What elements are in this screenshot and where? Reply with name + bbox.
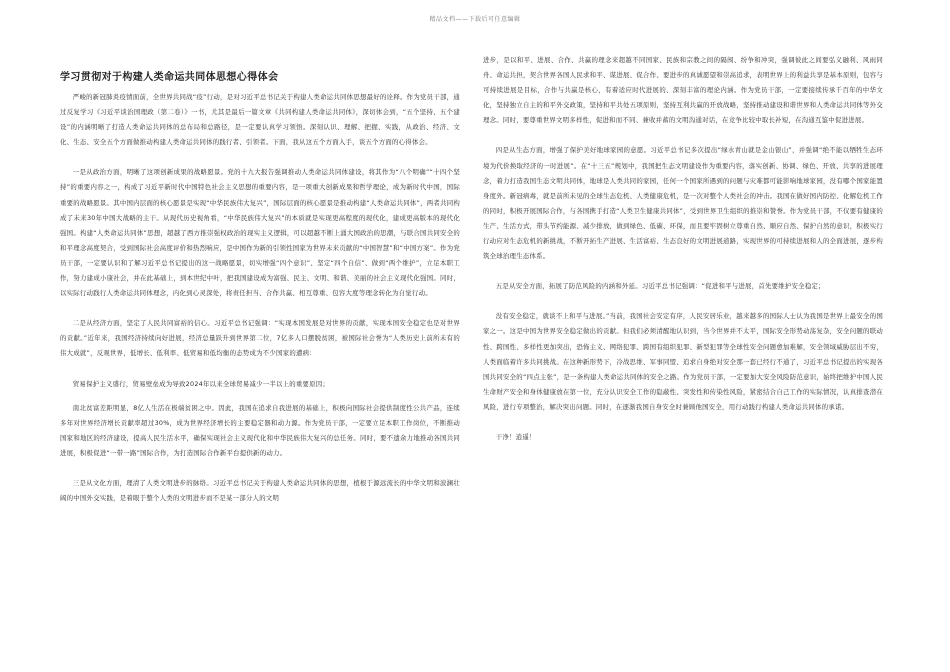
body-paragraph: 五是从安全方面，拓展了防范风险的内涵和外延。习近平总书记强调：“促进和平与进展，首先要维护安全稳定； <box>495 282 825 291</box>
closing-line: 干净！逍遥！ <box>495 432 536 441</box>
body-paragraph: 南北贫富差距明显，8亿人生活在极端贫困之中。因此，我国在追求自我进展的基础上，积极向国际社会提供制度性公共产品，连续多年对世界经济增长贡献率超过30%，成为世界经济增长的主要稳定器和动力源。作为党员干部，一定要立足本职工作岗位，不断推动国家和地区的经济建设，提高人民生活水平，确保实现社会主义现代化和中华民族伟大复兴的总任务。同时，要不遗余力地推动各国共同进展，积极促进“一带一路”国际合作，为打造国际合作新平台提供新的动力。 <box>60 403 460 457</box>
body-paragraph: 三是从文化方面，理清了人类文明进步的脉络。习近平总书记关于构建人类命运共同体的思想，植根于源远流长的中华文明和波澜壮阔的中国外交实践，是着眼于整个人类的文明进步而不是某一部分人的文明 <box>60 478 460 503</box>
body-paragraph: 贸易保护主义盛行，贸易壁垒成为导致2024年以来全球贸易减少一半以上的重要原因； <box>72 379 330 388</box>
body-paragraph: 四是从生态方面，增强了保护美好地球家园的意愿。习近平总书记多次提出“绿水青山就是金山银山”，并强调“绝不能以牺牲生态环境为代价换取经济的一时进展”。在“十三五”规划中，我国把生态文明建设作为重要内容，落实创新、协调、绿色、开放、共享的进展理念，着力打造我国生态文明共同体，地球是人类共同的家园，任何一个国家所遇到的问题与灾难都可能影响地球家园，没有哪个国家能置身度外。新冠病毒，就是前所未见的全球生态危机、人类健康危机，是一次对整个人类社会的冲击。我国在做好国内防控、化解危机工作的同时，积极开展国际合作，与各国携手打造“人类卫生健康共同体”，受到世界卫生组织的推崇和赞誉。作为党员干部，不仅要有健康的生产、生活方式，带头节约能源、减少排放，做到绿色、低碳、环保，而且要牢固树立尊重自然、顺应自然、保护自然的意识，积极实行行动应对生态危机的新挑战，不断开拓生产进展、生活富裕、生态良好的文明进展道路，实现世界的可持续进展和人的全面进展，逐步构筑全球治理生态体系。 <box>483 146 883 261</box>
right-column <box>483 53 883 454</box>
running-header: 精品文档——下载后可任意编辑 <box>429 16 521 23</box>
body-paragraph: 严峻的新冠肺炎疫情面前，全世界共同战“疫”行动，是对习近平总书记关于构建人类命运共同体思想最好的诠释。作为党员干部，通过反复学习《习近平谈治国理政（第二卷）》一书，尤其是最后一篇文章《共同构建人类命运共同体》，深切体会到，“五个坚持、五个建设”的内涵明晰了打造人类命运共同体的总布局和总路径，是一定要认真学习领悟。深刻认识、理解、把握、实践，从政治、经济、文化、生态、安全五个方面做推动构建人类命运共同体的践行者、引领者。下面，我从这五个方面入手，谈五个方面的心得体会。 <box>60 93 460 147</box>
left-column <box>60 90 460 515</box>
body-paragraph: 二是从经济方面，坚定了人民共同富裕的信心。习近平总书记强调：“实现本国发展是对世界的贡献，实现本国安全稳定也是对世界的贡献。”近年来，我国经济持续向好进展，经济总量跃升到世界第二位，7亿多人口摆脱贫困，被国际社会誉为“人类历史上前所未有的伟大成就”，反观世界，低增长、低利率、低贸易和低均衡的态势成为不少国家的遭病： <box>60 319 460 358</box>
body-paragraph: 进步，是以和平、进展、合作、共赢的理念来超越不同国家、民族和宗教之间的隔阂、纷争和冲突，强调彼此之间要弘义融利、风雨同舟、命运共担，契合世界各国人民求和平、谋进展、促合作、要进步的真诚愿望和崇高追求，表明世界上的利益共享是基本原则，包容与可持续进展是目标，合作与共赢是核心，有着适应时代进展的、深刻丰富的理论内涵。作为党员干部，一定要接续传承千百年的中华文化，坚持独立自主的和平外交政策，坚持和平共处五项原则，坚持互利共赢的开放战略，坚持推动建设和谐世界和人类命运共同体等外交理念。同时，要尊重世界文明多样性，促进和而不同、兼收并蓄的文明沟通对话，在竞争比较中取长补短，在沟通互鉴中促进进展。 <box>483 56 883 125</box>
body-paragraph: 没有安全稳定，就谈不上和平与进展。”当前，我国社会安定有序，人民安居乐业，越来越多的国际人士认为我国是世界上最安全的国家之一。这是中国为世界安全稳定做出的贡献。但我们必须清醒地认识到，当今世界并不太平，国际安全形势动荡复杂，安全问题的联动性、跨国性、多样性更加突出，恐怖主义、网络犯罪、跨国有组织犯罪、新型犯罪等全球性安全问题愈加难解，安全领域威胁层出不穷，人类面临着许多共同挑战。在这种新形势下，冷战思维、军事同盟、追求自身绝对安全那一套已经行不通了，习近平总书记提出的实现各国共同安全的“四点主张”，是一条构建人类命运共同体的安全之路。作为党员干部，一定要加大安全风险防范意识，始终把维护中国人民生命财产安全和身体健康放在第一位，充分认识安全工作的隐蔽性、突发性和传染性风险，紧密结合自己工作的实际情况，认真排查潜在风险，进行专项整治，解决突出问题。同时，在逐渐我国自身安全时兼顾他国安全，用行动践行构建人类命运共同体的承诺。 <box>483 312 883 411</box>
article-title: 学习贯彻对于构建人类命运共同体思想心得体会 <box>60 72 279 83</box>
body-paragraph: 一是从政治方面，明晰了这项创新成果的战略愿景。党的十九大报告强调推动人类命运共同体建设，将其作为“八个明确”“十四个坚持”的重要内容之一，构成了习近平新时代中国特色社会主义思想的重要内容，是一项重大创新成果和哲学理论，成为新时代中国，国际重要的战略愿景。其中国内层面的核心愿景是实现“中华民族伟大复兴”，国际层面的核心愿景是推动构建“人类命运共同体”，两者共同构成了未来30年中国大战略的主干。从现代历史视角看，“中华民族伟大复兴”的本质就是实现更高程度的现代化，建成更高版本的现代化强国。构建“人类命运共同体”思想，超越了西方推崇强权政治的现实主义逻辑，可以超越不断上涌大国政治的思潮，与联合国共同安全的和平理念高度契合，受到国际社会高度评价和热烈响应，是中国作为新的引领性国家为世界未来贡献的“中国智慧”和“中国方案”。作为党员干部，一定要认识和了解习近平总书记提出的这一战略愿景，切实增强“四个意识”、坚定“四个自信”、做到“两个维护”，立足本职工作，努力建成小康社会，并在此基础上，到本世纪中叶，把我国建设成为富强、民主、文明、和谐、美丽的社会主义现代化强国。同时，以实际行动践行人类命运共同体理念，内化到心灵深处，将责任担当、合作共赢、相互尊重、包容大度等理念转化为自觉行动。 <box>60 168 460 298</box>
